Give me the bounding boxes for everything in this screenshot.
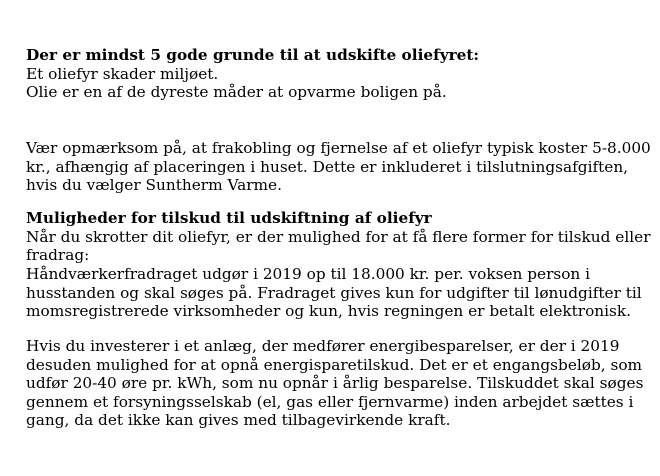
reason-line: Olie er en af de dyreste måder at opvarme boligen på. — [26, 83, 447, 102]
reasons-section — [26, 46, 652, 102]
subsidy-intro: Når du skrotter dit oliefyr, er der mulighed for at få flere former for tilskud eller fradrag: — [26, 227, 651, 265]
subsidy-heading: Muligheder for tilskud til udskiftning af oliefyr — [26, 209, 432, 227]
reason-line: Et oliefyr skader miljøet. — [26, 64, 219, 83]
craftsman-deduction-paragraph: Håndværkerfradraget udgør i 2019 op til 18.000 kr. per. voksen person i husstanden og skal søges på. Fradraget gives kun for udgifter til lønudgifter til momsregistrerede virksomheder og kun, hvis regningen er betalt elektronisk. — [26, 265, 642, 321]
subsidy-section — [26, 209, 652, 265]
craftsman-deduction-paragraph-block — [26, 265, 652, 321]
removal-cost-notice — [26, 139, 652, 195]
energy-subsidy-paragraph: Hvis du investerer i et anlæg, der medfører energibesparelser, er der i 2019 desuden mulighed for at opnå energisparetilskud. Det er et engangsbeløb, som udfør 20-40 øre pr. kWh, som nu opnår i årlig besparelse. Tilskuddet skal søges gennem et forsyningsselskab (el, gas eller fjernvarme) inden arbejdet sættes i gang, da det ikke kan gives med tilbagevirkende kraft. — [26, 337, 644, 430]
energy-subsidy-paragraph-block — [26, 337, 652, 430]
reasons-heading: Der er mindst 5 gode grunde til at udskifte oliefyret: — [26, 46, 480, 64]
notice-paragraph: Vær opmærksom på, at frakobling og fjernelse af et oliefyr typisk koster 5-8.000 kr., afhængig af placeringen i huset. Dette er inkluderet i tilslutningsafgiften, hvis du vælger Suntherm Varme. — [26, 139, 651, 195]
